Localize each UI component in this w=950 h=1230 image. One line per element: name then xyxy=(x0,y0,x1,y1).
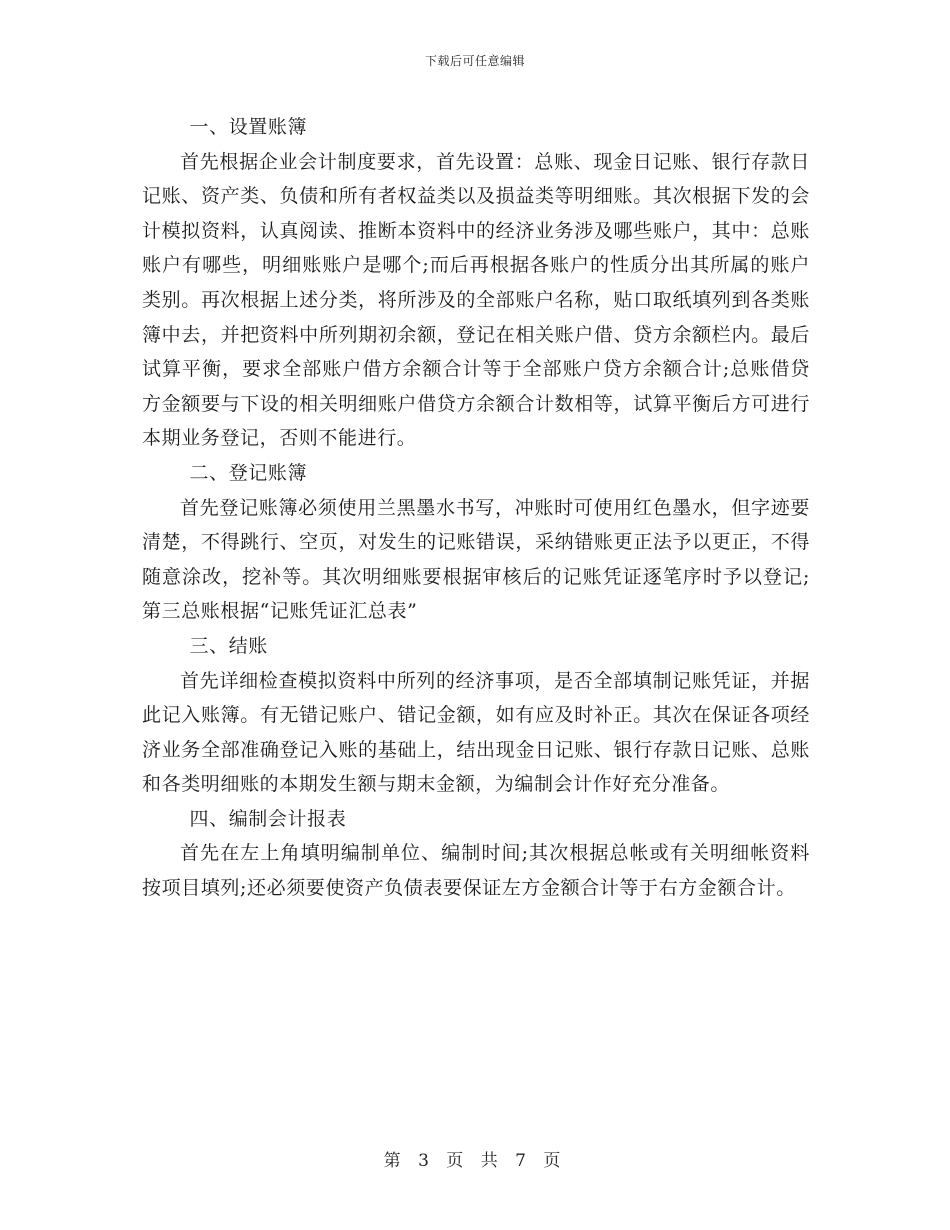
page-number-footer: 第 3 页 共 7 页 xyxy=(383,1151,567,1171)
section-paragraph-reports: 首先在左上角填明编制单位、编制时间;其次根据总帐或有关明细帐资料按项目填列;还必须要使资产负债表要保证左方金额合计等于右方金额合计。 xyxy=(142,842,810,900)
section-heading-reports: 四、编制会计报表 xyxy=(189,807,347,830)
section-heading-record-ledgers: 二、登记账簿 xyxy=(189,461,308,484)
header-note: 下载后可任意编辑 xyxy=(424,54,525,68)
document-body xyxy=(142,110,810,906)
section-heading-closing: 三、结账 xyxy=(189,634,268,657)
section-paragraph-record-ledgers: 首先登记账簿必须使用兰黑墨水书写，冲账时可使用红色墨水，但字迹要清楚，不得跳行、空页，对发生的记账错误，采纳错账更正法予以更正，不得随意涂改，挖补等。其次明细账要根据审核后的记账凭证逐笔序时予以登记;第三总账根据“记账凭证汇总表” xyxy=(142,496,810,623)
section-paragraph-closing: 首先详细检查模拟资料中所列的经济事项，是否全部填制记账凭证，并据此记入账簿。有无错记账户、错记金额，如有应及时补正。其次在保证各项经济业务全部准确登记入账的基础上，结出现金日记账、银行存款日记账、总账和各类明细账的本期发生额与期末金额，为编制会计作好充分准备。 xyxy=(142,669,810,796)
section-paragraph-setup-ledgers: 首先根据企业会计制度要求，首先设置：总账、现金日记账、银行存款日记账、资产类、负债和所有者权益类以及损益类等明细账。其次根据下发的会计模拟资料，认真阅读、推断本资料中的经济业务涉及哪些账户，其中：总账账户有哪些，明细账账户是哪个;而后再根据各账户的性质分出其所属的账户类别。再次根据上述分类，将所涉及的全部账户名称，贴口取纸填列到各类账簿中去，并把资料中所列期初余额，登记在相关账户借、贷方余额栏内。最后试算平衡，要求全部账户借方余额合计等于全部账户贷方余额合计;总账借贷方金额要与下设的相关明细账户借贷方余额合计数相等，试算平衡后方可进行本期业务登记，否则不能进行。 xyxy=(142,150,810,450)
section-heading-setup-ledgers: 一、设置账簿 xyxy=(189,116,308,138)
